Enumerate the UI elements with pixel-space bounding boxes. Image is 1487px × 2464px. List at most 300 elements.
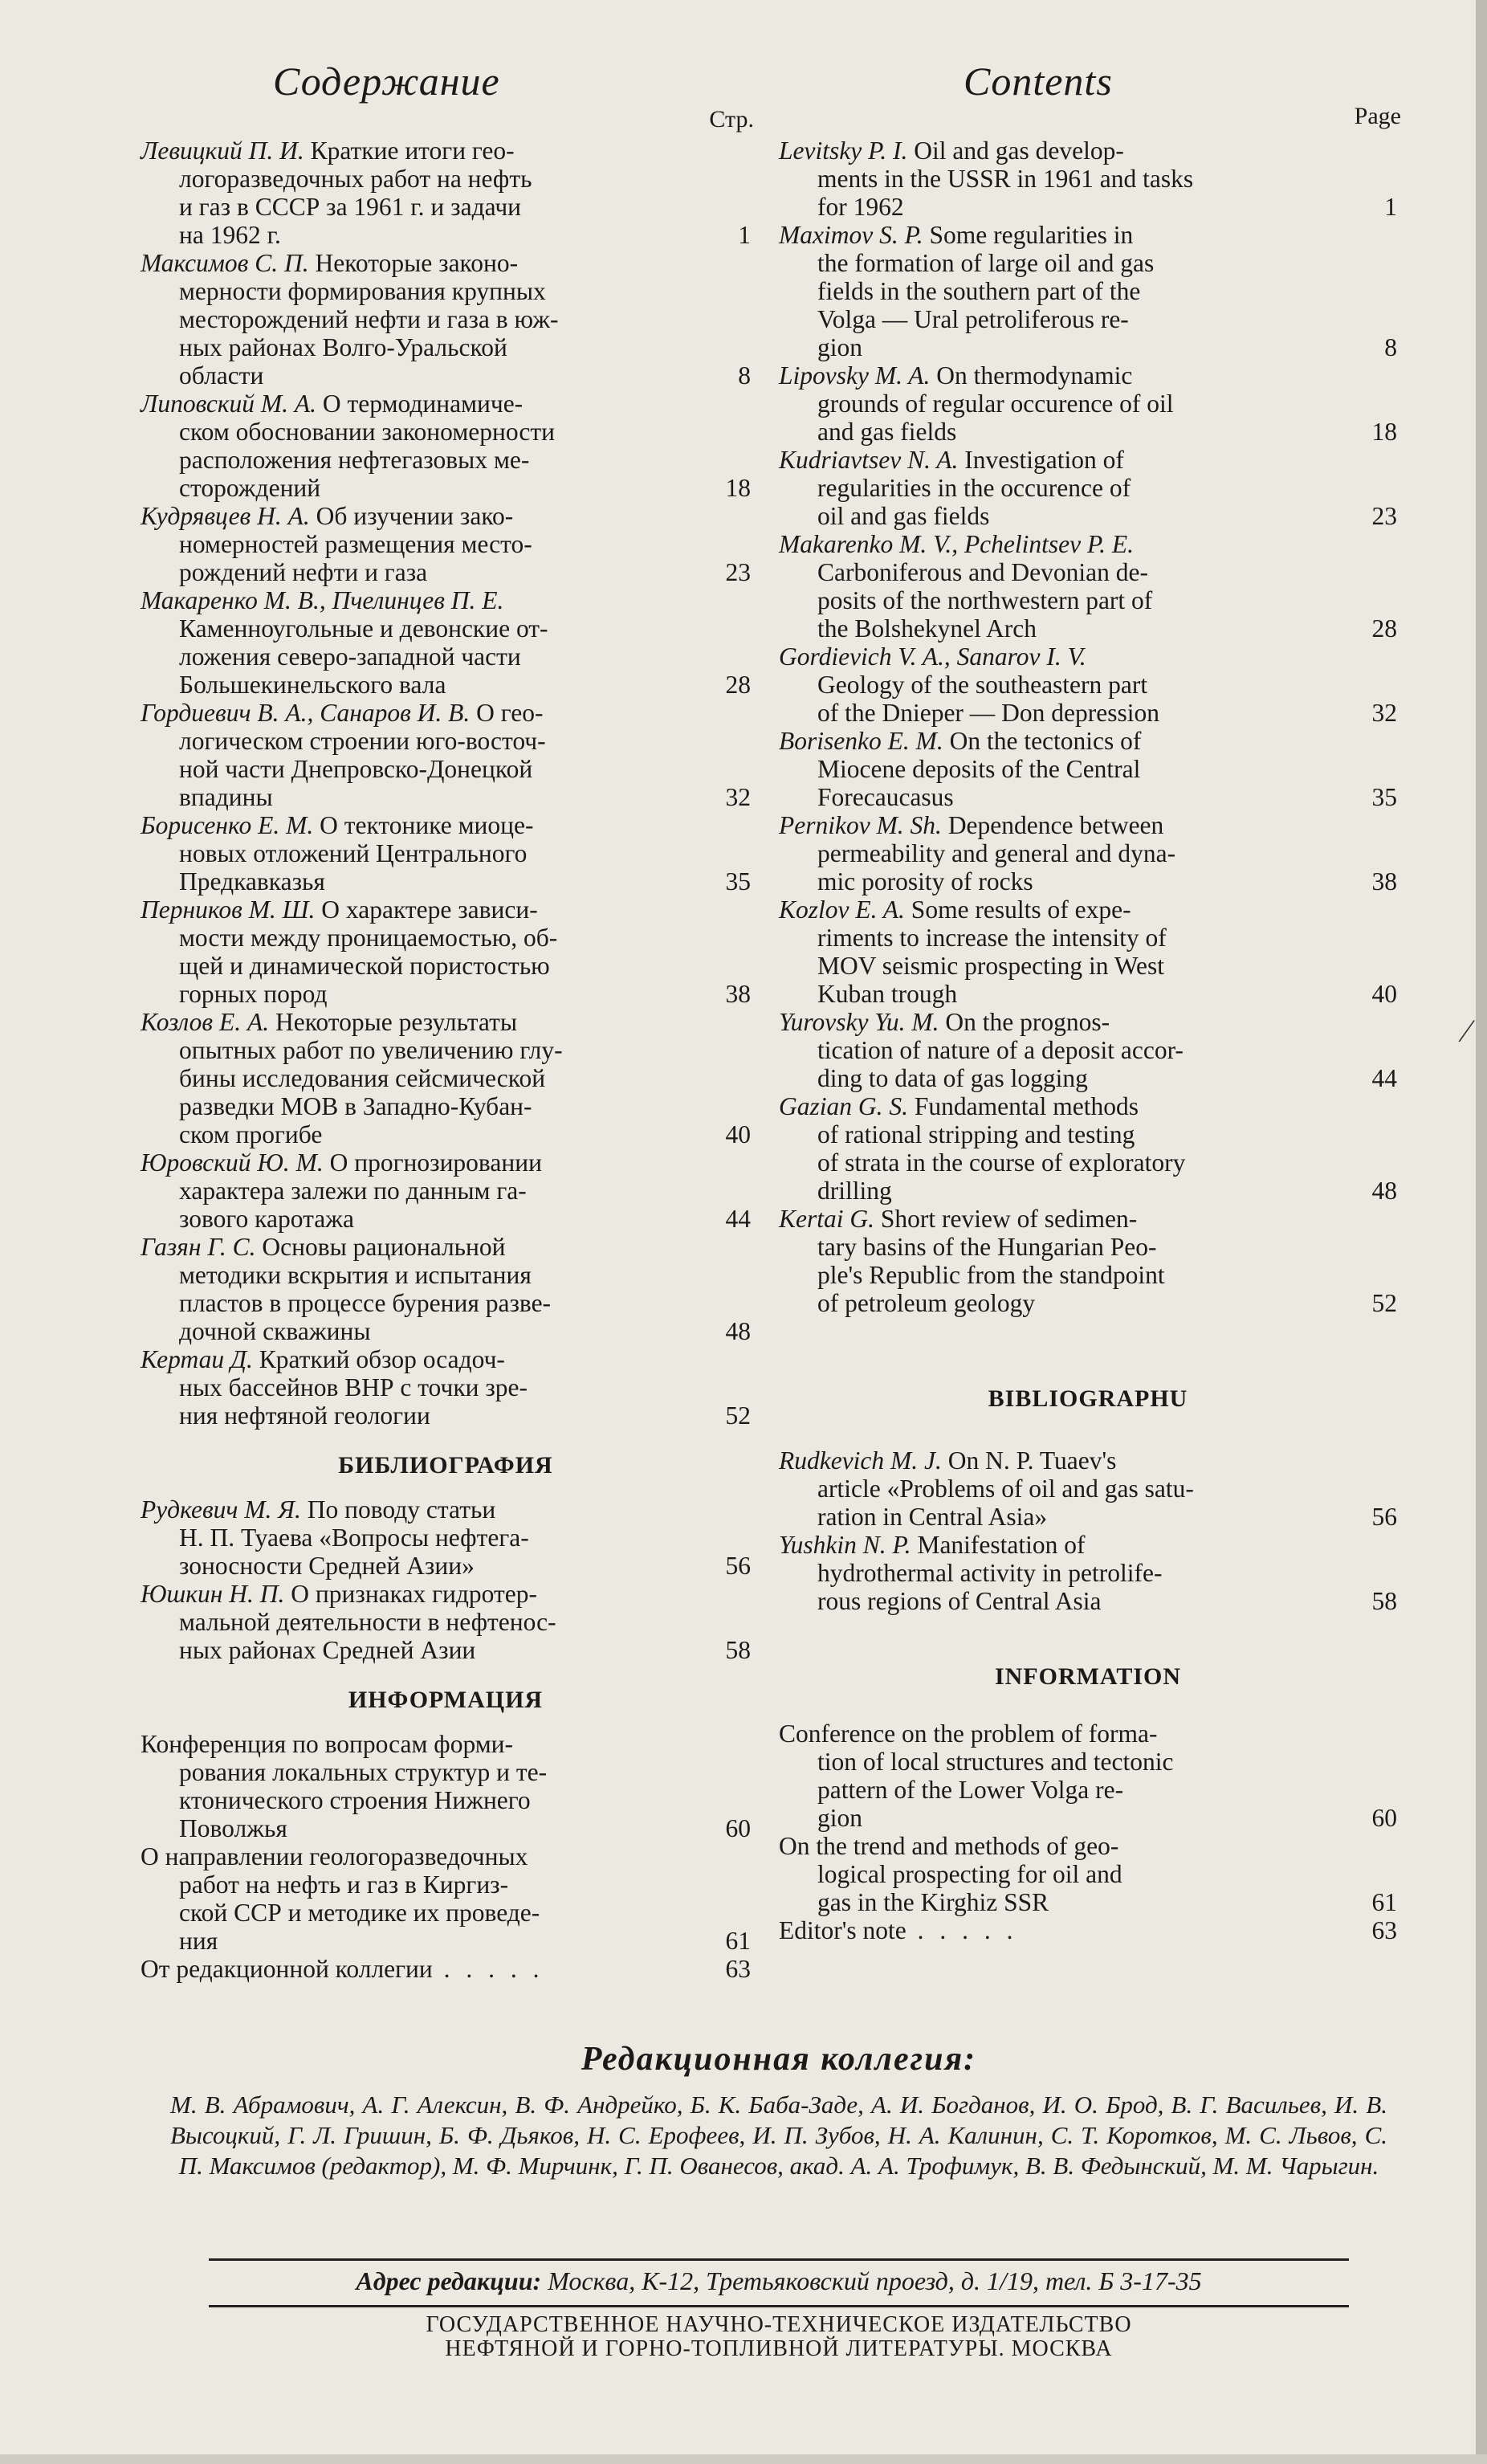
- toc-entry-author: Levitsky P. I.: [779, 137, 908, 165]
- toc-entry: [141, 1730, 751, 1842]
- toc-entry-title-start: О характере зависи-: [321, 895, 538, 924]
- toc-entry: [779, 1008, 1397, 1092]
- toc-entry: [141, 502, 751, 586]
- toc-entry-title-line: рования локальных структур и те-: [179, 1758, 548, 1786]
- toc-entry-page-number: 58: [725, 1636, 751, 1664]
- toc-entry-page-number: 61: [1371, 1888, 1397, 1916]
- contents-title-en: Contents: [963, 59, 1113, 104]
- toc-entry-title-start: On the trend and methods of geo-: [779, 1832, 1119, 1860]
- editorial-address: [213, 2266, 1345, 2296]
- toc-entry-title-line: ple's Republic from the standpoint: [817, 1261, 1165, 1289]
- toc-entry-author: Газян Г. С.: [141, 1233, 256, 1261]
- toc-entry-first-line: [141, 895, 686, 924]
- toc-entry: [141, 1233, 751, 1345]
- russian-contents-column: [141, 48, 754, 1983]
- toc-entry-author: Yushkin N. P.: [779, 1531, 911, 1559]
- toc-entry-title-line: Поволжья: [179, 1814, 287, 1842]
- toc-entry-title-line: месторождений нефти и газа в юж-: [179, 305, 559, 333]
- toc-entry: [141, 137, 751, 249]
- toc-entry-title-line: the formation of large oil and gas: [817, 249, 1155, 277]
- toc-entry-title-line: ding to data of gas logging: [817, 1064, 1088, 1092]
- toc-entry-title-line: Volga — Ural petroliferous re-: [817, 305, 1129, 333]
- toc-entry-text: [141, 502, 686, 586]
- toc-entry-page-number: 8: [1384, 333, 1397, 361]
- toc-entry-title-line: впадины: [179, 783, 273, 811]
- page-header-ru: Стр.: [709, 106, 754, 133]
- toc-entry-author: Макаренко М. В., Пчелинцев П. Е.: [141, 586, 504, 614]
- toc-entry-page-number: 44: [1371, 1064, 1397, 1092]
- toc-entry-author: Юшкин Н. П.: [141, 1580, 285, 1608]
- toc-entry-title-line: зового каротажа: [179, 1205, 354, 1233]
- toc-entry-page-number: 8: [738, 361, 751, 390]
- toc-entry-author: Borisenko E. M.: [779, 727, 943, 755]
- toc-entry-page-number: 63: [1371, 1916, 1397, 1944]
- toc-entry-page-number: 58: [1371, 1587, 1397, 1615]
- toc-entry-title-line: ных районах Средней Азии: [179, 1636, 476, 1664]
- toc-entry-page-number: 52: [725, 1401, 751, 1430]
- toc-entry-text: [779, 137, 1333, 221]
- toc-entry-title-line: ктонического строения Нижнего: [179, 1786, 531, 1814]
- toc-entry: [779, 811, 1397, 895]
- toc-entry-first-line: [141, 1345, 686, 1373]
- toc-entry-title-line: ration in Central Asia»: [817, 1503, 1048, 1531]
- toc-entry-title-start: О гео-: [476, 699, 544, 727]
- toc-entry-author: Левицкий П. И.: [141, 137, 304, 165]
- toc-entry-text: [779, 643, 1333, 727]
- toc-entry: [779, 221, 1397, 361]
- toc-entry-author: Gordievich V. A., Sanarov I. V.: [779, 643, 1086, 671]
- toc-entry: [779, 530, 1397, 643]
- toc-entry-page-number: 32: [1371, 699, 1397, 727]
- toc-entry-first-line: [779, 1832, 1333, 1860]
- toc-entry-first-line: [779, 895, 1333, 924]
- toc-entry-text: [141, 811, 686, 895]
- toc-entry-title-line: щей и динамической пористостью: [179, 952, 550, 980]
- toc-entry-title-line: drilling: [817, 1177, 892, 1205]
- toc-entry-first-line: [141, 1955, 686, 1983]
- toc-entry: [141, 895, 751, 1008]
- toc-entry-page-number: 1: [738, 221, 751, 249]
- toc-entry-text: [779, 1008, 1333, 1092]
- toc-entry-text: [141, 249, 686, 390]
- toc-entry-title-start: Fundamental methods: [914, 1092, 1139, 1120]
- toc-entry-title-line: характера залежи по данным га-: [179, 1177, 527, 1205]
- toc-entry-first-line: [779, 137, 1333, 165]
- toc-entry-title-start: О направлении геологоразведочных: [141, 1842, 528, 1870]
- toc-entry-title-line: ных бассейнов ВНР с точки зре-: [179, 1373, 528, 1401]
- editorial-board: [161, 2040, 1397, 2181]
- toc-list-en: [779, 137, 1397, 1317]
- toc-entry-page-number: 23: [725, 558, 751, 586]
- toc-entry-title-line: Geology of the southeastern part: [817, 671, 1148, 699]
- toc-entry: [141, 586, 751, 699]
- toc-entry-author: Кудрявцев Н. А.: [141, 502, 310, 530]
- toc-entry-author: Кертаи Д.: [141, 1345, 253, 1373]
- toc-entry-page-number: 60: [1371, 1804, 1397, 1832]
- toc-entry-text: [141, 390, 686, 502]
- information-heading-en: INFORMATION: [994, 1663, 1182, 1690]
- toc-entry-first-line: [141, 699, 686, 727]
- toc-entry-title-line: сторождений: [179, 474, 321, 502]
- toc-entry-title-start: Конференция по вопросам форми-: [141, 1730, 514, 1758]
- toc-entry: [779, 1719, 1397, 1832]
- toc-entry-first-line: [779, 1008, 1333, 1036]
- publisher-imprint: [213, 2313, 1345, 2361]
- toc-entry-title-line: работ на нефть и газ в Киргиз-: [179, 1870, 509, 1899]
- toc-entry-title-line: MOV seismic prospecting in West: [817, 952, 1165, 980]
- toc-entry-title-line: опытных работ по увеличению глу-: [179, 1036, 563, 1064]
- toc-entry-title-line: методики вскрытия и испытания: [179, 1261, 532, 1289]
- address-label: Адрес редакции:: [356, 2266, 542, 2295]
- toc-entry-author: Козлов Е. А.: [141, 1008, 270, 1036]
- toc-entry-title-start: Основы рациональной: [262, 1233, 506, 1261]
- toc-entry-title-line: fields in the southern part of the: [817, 277, 1141, 305]
- toc-entry: [141, 249, 751, 390]
- toc-entry-title-line: логоразведочных работ на нефть: [179, 165, 532, 193]
- toc-entry-author: Kertai G.: [779, 1205, 875, 1233]
- toc-entry-text: [141, 895, 686, 1008]
- toc-entry-title-line: мальной деятельности в нефтенос-: [179, 1608, 556, 1636]
- toc-entry-author: Lipovsky M. A.: [779, 361, 931, 390]
- toc-entry-text: [779, 1092, 1333, 1205]
- toc-entry-first-line: [141, 1148, 686, 1177]
- toc-entry-title-start: От редакционной коллегии: [141, 1955, 433, 1983]
- toc-entry: [779, 1092, 1397, 1205]
- toc-entry-title-line: на 1962 г.: [179, 221, 281, 249]
- toc-entry-title-line: рождений нефти и газа: [179, 558, 428, 586]
- toc-entry: [779, 727, 1397, 811]
- toc-entry-title-start: О термодинамиче-: [322, 390, 524, 418]
- toc-entry-title-line: расположения нефтегазовых ме-: [179, 446, 530, 474]
- toc-entry: [141, 699, 751, 811]
- toc-entry-text: [141, 1580, 686, 1664]
- toc-entry-title-start: Некоторые законо-: [315, 249, 519, 277]
- toc-entry-title-start: Investigation of: [964, 446, 1124, 474]
- toc-entry-page-number: 40: [725, 1120, 751, 1148]
- toc-entry-title-line: и газ в СССР за 1961 г. и задачи: [179, 193, 522, 221]
- toc-entry-author: Борисенко Е. М.: [141, 811, 314, 839]
- toc-entry-page-number: 38: [725, 980, 751, 1008]
- toc-entry-text: [779, 811, 1333, 895]
- toc-entry-page-number: 48: [1371, 1177, 1397, 1205]
- toc-entry-title-line: Kuban trough: [817, 980, 958, 1008]
- toc-entry-title-line: ском прогибе: [179, 1120, 323, 1148]
- toc-entry-author: Максимов С. П.: [141, 249, 309, 277]
- toc-entry-title-line: ments in the USSR in 1961 and tasks: [817, 165, 1194, 193]
- toc-entry: [141, 1345, 751, 1430]
- toc-entry-first-line: [779, 446, 1333, 474]
- toc-entry-title-line: Каменноугольные и девонские от-: [179, 614, 548, 643]
- toc-entry-title-line: gas in the Kirghiz SSR: [817, 1888, 1049, 1916]
- toc-entry-title-line: ском обосновании закономерности: [179, 418, 555, 446]
- toc-entry: [141, 1495, 751, 1580]
- address-top-rule: [209, 2258, 1349, 2261]
- toc-entry-title-line: oil and gas fields: [817, 502, 990, 530]
- toc-entry-title-line: номерностей размещения место-: [179, 530, 532, 558]
- toc-entry: [779, 137, 1397, 221]
- toc-entry-title-line: ложения северо-западной части: [179, 643, 521, 671]
- toc-entry-title-line: новых отложений Центрального: [179, 839, 528, 867]
- toc-entry-page-number: 23: [1371, 502, 1397, 530]
- toc-entry: [779, 643, 1397, 727]
- toc-entry: [779, 1832, 1397, 1916]
- leader-dots: . . . . .: [906, 1916, 1018, 1944]
- toc-entry-title-line: Предкавказья: [179, 867, 325, 895]
- toc-entry-author: Rudkevich M. J.: [779, 1446, 942, 1475]
- toc-entry-title-line: article «Problems of oil and gas satu-: [817, 1475, 1194, 1503]
- toc-entry-title-line: разведки МОВ в Западно-Кубан-: [179, 1092, 532, 1120]
- toc-entry-title-line: tication of nature of a deposit accor-: [817, 1036, 1183, 1064]
- toc-entry-first-line: [779, 530, 1333, 558]
- toc-entry-title-line: of petroleum geology: [817, 1289, 1036, 1317]
- toc-entry-title-start: On thermodynamic: [936, 361, 1133, 390]
- toc-entry-title-line: of strata in the course of exploratory: [817, 1148, 1186, 1177]
- toc-entry-first-line: [141, 1842, 686, 1870]
- toc-entry-text: [779, 727, 1333, 811]
- toc-entry-first-line: [779, 361, 1333, 390]
- toc-entry-title-line: permeability and general and dyna-: [817, 839, 1176, 867]
- toc-entry-author: Kozlov E. A.: [779, 895, 905, 924]
- toc-entry-first-line: [779, 221, 1333, 249]
- toc-entry-page-number: 18: [1371, 418, 1397, 446]
- toc-entry-title-line: posits of the northwestern part of: [817, 586, 1153, 614]
- toc-entry-title-line: gion: [817, 1804, 863, 1832]
- toc-entry-author: Перников М. Ш.: [141, 895, 316, 924]
- toc-entry: [141, 1955, 751, 1983]
- toc-entry-text: [141, 1495, 686, 1580]
- toc-entry-text: [141, 1345, 686, 1430]
- toc-entry-author: Makarenko M. V., Pchelintsev P. E.: [779, 530, 1135, 558]
- toc-entry: [141, 390, 751, 502]
- toc-entry: [779, 1446, 1397, 1531]
- toc-entry-text: [779, 530, 1333, 643]
- toc-entry-page-number: 32: [725, 783, 751, 811]
- toc-entry: [141, 1842, 751, 1955]
- toc-entry-author: Maximov S. P.: [779, 221, 923, 249]
- toc-entry-title-line: ных районах Волго-Уральской: [179, 333, 507, 361]
- toc-entry-title-start: О признаках гидротер-: [291, 1580, 537, 1608]
- toc-entry-first-line: [779, 1531, 1333, 1559]
- toc-entry-title-line: области: [179, 361, 264, 390]
- toc-entry-title-line: логическом строении юго-восточ-: [179, 727, 546, 755]
- toc-entry-author: Pernikov M. Sh.: [779, 811, 942, 839]
- toc-entry-first-line: [779, 1719, 1333, 1748]
- toc-entry: [141, 811, 751, 895]
- toc-entry-first-line: [141, 1580, 686, 1608]
- toc-entry-first-line: [779, 1916, 1333, 1944]
- toc-entry-title-start: Manifestation of: [917, 1531, 1086, 1559]
- toc-entry-title-start: По поводу статьи: [307, 1495, 496, 1524]
- toc-entry-title-start: Краткие итоги гео-: [310, 137, 515, 165]
- toc-entry-page-number: 35: [725, 867, 751, 895]
- toc-entry-page-number: 40: [1371, 980, 1397, 1008]
- toc-entry-first-line: [779, 1446, 1333, 1475]
- toc-entry-text: [779, 1832, 1333, 1916]
- toc-entry-title-line: rous regions of Central Asia: [817, 1587, 1102, 1615]
- toc-entry-title-line: Miocene deposits of the Central: [817, 755, 1141, 783]
- toc-entry-text: [141, 1233, 686, 1345]
- toc-entry-text: [141, 137, 686, 249]
- toc-entry-first-line: [779, 643, 1333, 671]
- toc-entry-title-start: О прогнозировании: [329, 1148, 542, 1177]
- toc-entry-first-line: [141, 1008, 686, 1036]
- toc-entry-title-line: the Bolshekynel Arch: [817, 614, 1037, 643]
- toc-entry-title-line: мерности формирования крупных: [179, 277, 546, 305]
- toc-entry-text: [779, 1719, 1333, 1832]
- toc-entry-text: [779, 1531, 1333, 1615]
- toc-entry-title-line: and gas fields: [817, 418, 957, 446]
- page-edge-shadow: [1476, 0, 1487, 2464]
- toc-entry-title-start: О тектонике миоце-: [320, 811, 534, 839]
- toc-entry-title-line: logical prospecting for oil and: [817, 1860, 1122, 1888]
- toc-entry-title-start: Об изучении зако-: [316, 502, 514, 530]
- toc-entry-title-start: On N. P. Tuaev's: [947, 1446, 1117, 1475]
- toc-entry: [779, 895, 1397, 1008]
- toc-entry-page-number: 28: [1371, 614, 1397, 643]
- contents-title-ru: Содержание: [273, 59, 500, 104]
- leader-dots: . . . . .: [432, 1955, 544, 1983]
- toc-entry-first-line: [141, 249, 686, 277]
- toc-entry-first-line: [779, 1205, 1333, 1233]
- toc-entry: [141, 1148, 751, 1233]
- toc-entry: [779, 1531, 1397, 1615]
- toc-entry-text: [779, 1916, 1333, 1944]
- toc-entry-first-line: [141, 811, 686, 839]
- toc-entry-title-line: горных пород: [179, 980, 328, 1008]
- toc-entry-title-start: Oil and gas develop-: [914, 137, 1124, 165]
- address-bottom-rule: [209, 2305, 1349, 2307]
- toc-entry-first-line: [141, 1730, 686, 1758]
- toc-entry-title-line: riments to increase the intensity of: [817, 924, 1167, 952]
- toc-entry-title-line: of the Dnieper — Don depression: [817, 699, 1160, 727]
- toc-entry-title-line: grounds of regular occurence of oil: [817, 390, 1174, 418]
- toc-entry-page-number: 63: [725, 1955, 751, 1983]
- toc-entry-text: [141, 1730, 686, 1842]
- toc-entry: [141, 1580, 751, 1664]
- toc-entry: [141, 1008, 751, 1148]
- toc-entry-page-number: 28: [725, 671, 751, 699]
- toc-entry-title-line: ной части Днепровско-Донецкой: [179, 755, 533, 783]
- toc-entry-title-start: Some results of expe-: [911, 895, 1131, 924]
- toc-entry-title-line: дочной скважины: [179, 1317, 371, 1345]
- toc-entry-first-line: [141, 1233, 686, 1261]
- toc-entry-title-line: Carboniferous and Devonian de-: [817, 558, 1148, 586]
- toc-entry-text: [141, 699, 686, 811]
- bibliography-heading-en: BIBLIOGRAPHU: [988, 1385, 1188, 1412]
- toc-entry-page-number: 18: [725, 474, 751, 502]
- toc-entry-page-number: 38: [1371, 867, 1397, 895]
- toc-entry-text: [141, 1955, 686, 1983]
- toc-entry-title-start: On the tectonics of: [949, 727, 1142, 755]
- bibliography-list-en: [779, 1446, 1397, 1615]
- toc-entry-title-line: ния: [179, 1927, 218, 1955]
- toc-entry-page-number: 44: [725, 1205, 751, 1233]
- toc-entry-title-line: ния нефтяной геологии: [179, 1401, 430, 1430]
- information-list-ru: [141, 1730, 751, 1983]
- toc-entry-title-start: Краткий обзор осадоч-: [259, 1345, 505, 1373]
- editorial-board-title: Редакционная коллегия:: [581, 2041, 977, 2078]
- toc-entry-title-line: tion of local structures and tectonic: [817, 1748, 1174, 1776]
- toc-entry-title-line: tary basins of the Hungarian Peo-: [817, 1233, 1157, 1261]
- toc-entry-title-start: On the prognos-: [945, 1008, 1110, 1036]
- toc-entry-title-line: мости между проницаемостью, об-: [179, 924, 558, 952]
- toc-entry-title-start: Short review of sedimen-: [880, 1205, 1138, 1233]
- address-text: Москва, К-12, Третьяковский проезд, д. 1/19, тел. Б 3-17-35: [548, 2266, 1202, 2295]
- page-bottom-shadow: [0, 2454, 1487, 2464]
- toc-entry-first-line: [779, 811, 1333, 839]
- toc-entry-author: Kudriavtsev N. A.: [779, 446, 959, 474]
- toc-entry-title-line: regularities in the occurence of: [817, 474, 1131, 502]
- publisher-line-1: ГОСУДАРСТВЕННОЕ НАУЧНО-ТЕХНИЧЕСКОЕ ИЗДАТЕЛЬСТВО: [426, 2312, 1132, 2337]
- toc-entry-text: [141, 1148, 686, 1233]
- toc-list-ru: [141, 137, 751, 1430]
- bibliography-heading-ru: БИБЛИОГРАФИЯ: [338, 1452, 553, 1479]
- english-contents-column: [779, 48, 1401, 1944]
- toc-entry-first-line: [779, 727, 1333, 755]
- toc-entry-title-line: бины исследования сейсмической: [179, 1064, 546, 1092]
- toc-entry-title-start: Conference on the problem of forma-: [779, 1719, 1158, 1748]
- toc-entry-title-line: of rational stripping and testing: [817, 1120, 1135, 1148]
- toc-entry-page-number: 60: [725, 1814, 751, 1842]
- toc-entry-author: Юровский Ю. М.: [141, 1148, 324, 1177]
- toc-entry-text: [779, 361, 1333, 446]
- toc-entry-title-line: пластов в процессе бурения разве-: [179, 1289, 552, 1317]
- toc-entry-title-start: Dependence between: [947, 811, 1164, 839]
- toc-entry-title-line: зоносности Средней Азии»: [179, 1552, 475, 1580]
- publisher-line-2: НЕФТЯНОЙ И ГОРНО-ТОПЛИВНОЙ ЛИТЕРАТУРЫ. МОСКВА: [445, 2336, 1113, 2361]
- toc-entry-page-number: 56: [1371, 1503, 1397, 1531]
- toc-entry-title-line: hydrothermal activity in petrolife-: [817, 1559, 1163, 1587]
- toc-entry-author: Гордиевич В. А., Санаров И. В.: [141, 699, 471, 727]
- toc-entry-title-line: ской ССР и методике их проведе-: [179, 1899, 540, 1927]
- bibliography-list-ru: [141, 1495, 751, 1664]
- toc-entry-first-line: [141, 1495, 686, 1524]
- toc-entry-title-start: Некоторые результаты: [275, 1008, 518, 1036]
- toc-entry-author: Yurovsky Yu. M.: [779, 1008, 939, 1036]
- toc-entry-page-number: 56: [725, 1552, 751, 1580]
- page-header-en: Page: [1354, 103, 1401, 129]
- toc-entry-page-number: 1: [1384, 193, 1397, 221]
- toc-entry-page-number: 52: [1371, 1289, 1397, 1317]
- toc-entry-text: [779, 446, 1333, 530]
- toc-entry-title-line: Большекинельского вала: [179, 671, 446, 699]
- toc-entry-title-line: mic porosity of rocks: [817, 867, 1033, 895]
- toc-entry-first-line: [141, 390, 686, 418]
- editorial-board-members: М. В. Абрамович, А. Г. Алексин, В. Ф. Андрейко, Б. К. Баба-Заде, А. И. Богданов, И. О. Брод, В. Г. Васильев, И. В. Высоцкий, Г. Л. Гришин, Б. Ф. Дьяков, Н. С. Ерофеев, И. П. Зубов, Н. А. Калинин, С. Т. Коротков, М. С. Львов, С. П. Максимов (редактор), М. Ф. Мирчинк, Г. П. Ованесов, акад. А. А. Трофимук, В. В. Федынский, М. М. Чарыгин.: [170, 2091, 1387, 2180]
- toc-entry: [779, 1205, 1397, 1317]
- toc-entry-page-number: 48: [725, 1317, 751, 1345]
- information-heading-ru: ИНФОРМАЦИЯ: [348, 1687, 544, 1713]
- toc-entry-title-line: gion: [817, 333, 863, 361]
- toc-entry-first-line: [141, 586, 686, 614]
- toc-entry-text: [141, 586, 686, 699]
- toc-entry-text: [141, 1842, 686, 1955]
- toc-entry-first-line: [141, 502, 686, 530]
- toc-entry-first-line: [141, 137, 686, 165]
- toc-entry-text: [779, 221, 1333, 361]
- information-list-en: [779, 1719, 1397, 1944]
- toc-entry-text: [141, 1008, 686, 1148]
- toc-entry: [779, 361, 1397, 446]
- toc-entry-text: [779, 1205, 1333, 1317]
- toc-entry-page-number: 61: [725, 1927, 751, 1955]
- toc-entry-first-line: [779, 1092, 1333, 1120]
- toc-entry-text: [779, 1446, 1333, 1531]
- toc-entry-page-number: 35: [1371, 783, 1397, 811]
- toc-entry-title-start: Some regularities in: [929, 221, 1134, 249]
- toc-entry-text: [779, 895, 1333, 1008]
- toc-entry-title-line: pattern of the Lower Volga re-: [817, 1776, 1124, 1804]
